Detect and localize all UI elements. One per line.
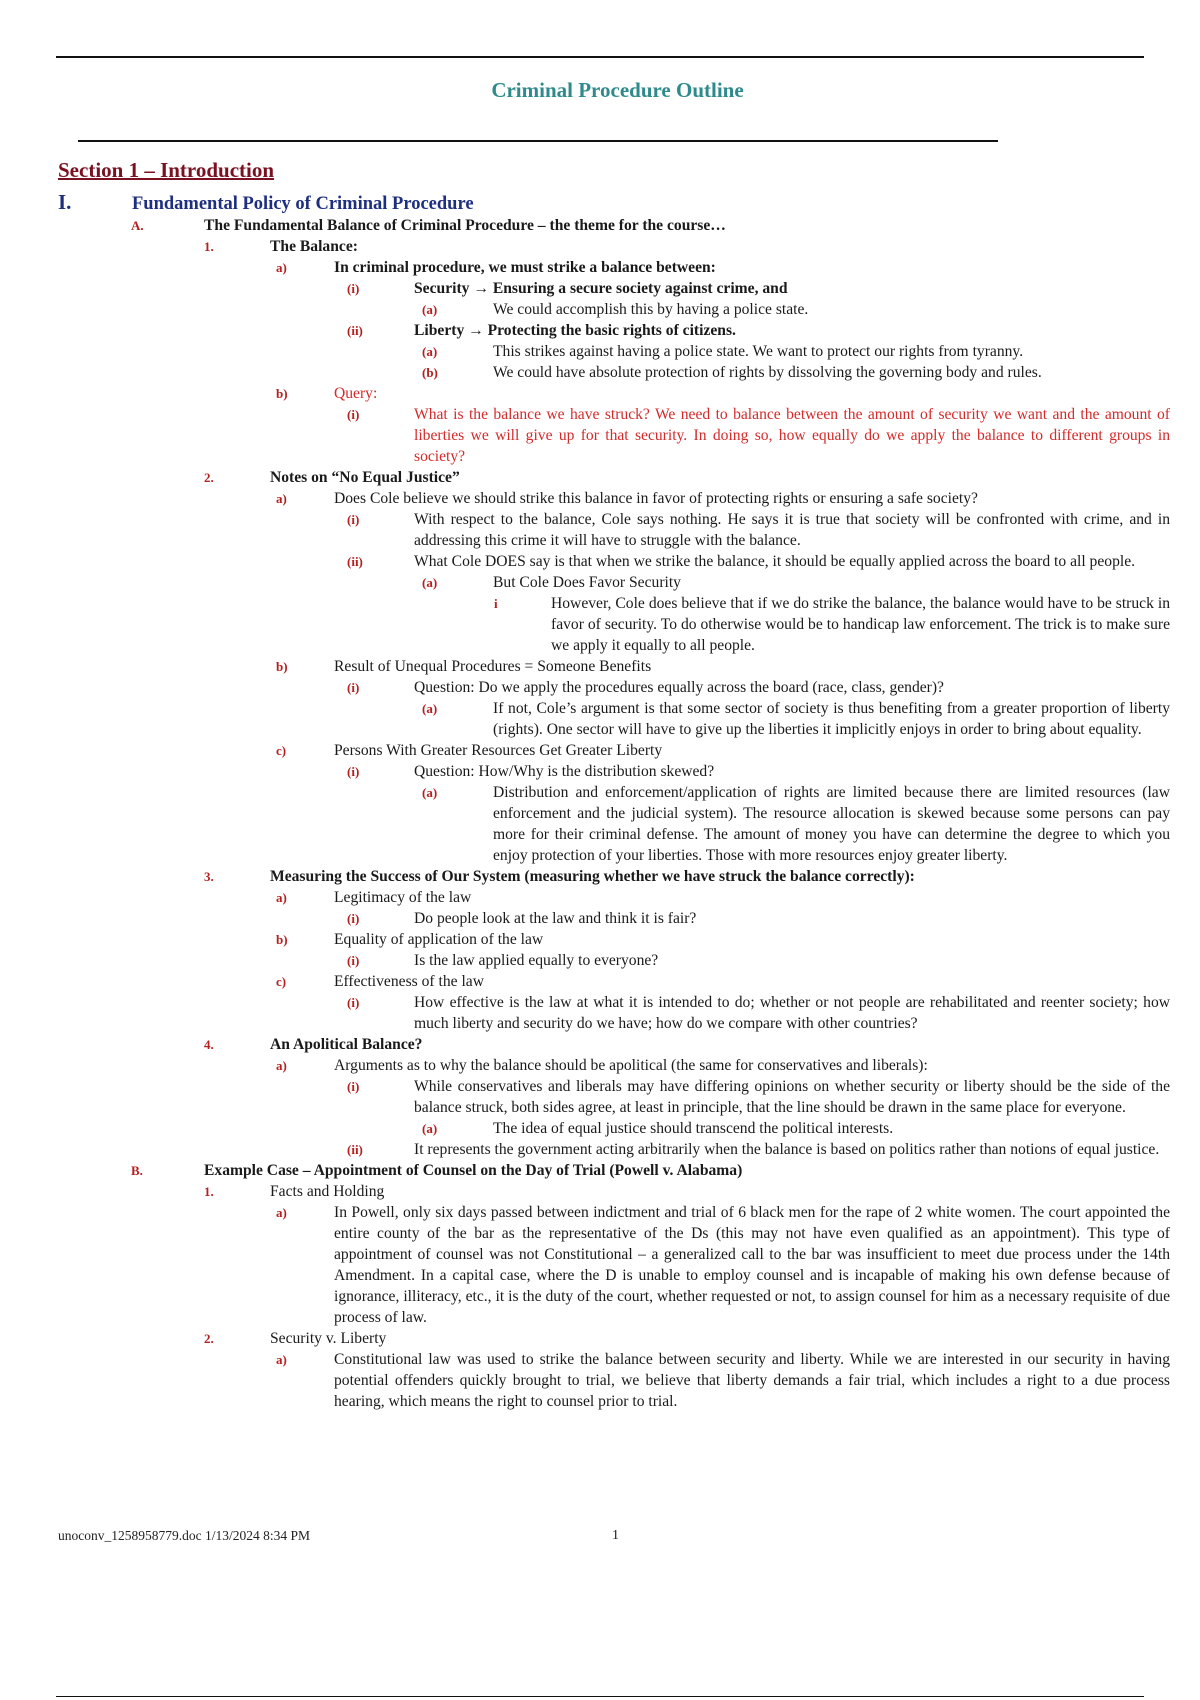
outline-item	[0, 572, 1200, 593]
outline-text: Liberty → Protecting the basic rights of citizens.	[414, 322, 736, 339]
outline-item	[0, 278, 1200, 299]
outline-marker: a)	[276, 890, 287, 905]
outline-marker: a)	[276, 491, 287, 506]
file-footer: unoconv_1258958779.doc 1/13/2024 8:34 PM	[58, 1528, 310, 1543]
outline-marker: (i)	[347, 407, 360, 422]
outline-item	[0, 656, 1200, 677]
outline-marker: B.	[131, 1163, 143, 1178]
outline-text: Notes on “No Equal Justice”	[270, 469, 460, 486]
outline-marker: (ii)	[347, 1142, 363, 1157]
outline-item	[0, 950, 1200, 971]
outline-item	[0, 1055, 1200, 1076]
outline-item	[0, 1076, 1200, 1118]
outline-text: Do people look at the law and think it is fair?	[414, 910, 697, 927]
outline-text: Security → Ensuring a secure society against crime, and	[414, 280, 788, 297]
outline-marker: (i)	[347, 911, 360, 926]
outline-item	[0, 362, 1200, 383]
outline-marker: I.	[58, 190, 72, 214]
document-title: Criminal Procedure Outline	[491, 78, 744, 102]
outline-text: Query:	[334, 385, 378, 402]
outline-item	[0, 887, 1200, 908]
outline-text: Does Cole believe we should strike this balance in favor of protecting rights or ensuring a safe society?	[334, 490, 978, 507]
outline-item	[0, 593, 1200, 656]
outline-text: Equality of application of the law	[334, 931, 544, 948]
outline-text: With respect to the balance, Cole says nothing. He says it is true that society will be confronted with crime, and in addressing this crime it will have to struggle with the balance.	[414, 511, 1170, 549]
outline-text: If not, Cole’s argument is that some sector of society is thus benefiting from a greater proportion of liberty (rights). One sector will have to give up the liberties it implicitly enjoys in order to bring about equality.	[493, 700, 1170, 738]
outline-marker: b)	[276, 659, 288, 674]
outline-marker: c)	[276, 743, 287, 758]
outline-text: Fundamental Policy of Criminal Procedure	[132, 194, 474, 214]
outline-marker: (a)	[422, 302, 438, 317]
outline-text: We could have absolute protection of rights by dissolving the governing body and rules.	[493, 364, 1042, 381]
outline-marker: (a)	[422, 701, 438, 716]
page-number: 1	[612, 1528, 619, 1543]
outline-item	[0, 509, 1200, 551]
outline-item	[0, 320, 1200, 341]
outline-text: Persons With Greater Resources Get Greater Liberty	[334, 742, 663, 759]
outline-item	[0, 299, 1200, 320]
outline-text: Is the law applied equally to everyone?	[414, 952, 659, 969]
outline-marker: (i)	[347, 764, 360, 779]
top-rule	[56, 56, 1144, 58]
outline-marker: i	[494, 596, 498, 611]
outline-marker: (i)	[347, 995, 360, 1010]
outline-text: However, Cole does believe that if we do strike the balance, the balance would have to be struck in favor of security. To do otherwise would be to handicap law enforcement. The trick is to make sure we apply it equally to all people.	[551, 595, 1170, 654]
outline-marker: b)	[276, 932, 288, 947]
outline-text: Result of Unequal Procedures = Someone Benefits	[334, 658, 652, 675]
outline-marker: 2.	[204, 1331, 214, 1346]
outline-item	[0, 908, 1200, 929]
outline-text: The Balance:	[270, 238, 358, 255]
outline-text: The idea of equal justice should transcend the political interests.	[493, 1120, 894, 1137]
outline-marker: (i)	[347, 1079, 360, 1094]
outline-marker: (i)	[347, 953, 360, 968]
outline-marker: a)	[276, 1205, 287, 1220]
outline-text: Facts and Holding	[270, 1183, 385, 1200]
outline-marker: a)	[276, 1352, 287, 1367]
outline-item	[0, 383, 1200, 404]
outline-item	[0, 1139, 1200, 1160]
outline-item	[0, 677, 1200, 698]
outline-text: Legitimacy of the law	[334, 889, 472, 906]
outline-marker: a)	[276, 260, 287, 275]
outline-marker: (b)	[422, 365, 438, 380]
outline-marker: (ii)	[347, 323, 363, 338]
outline-item	[0, 551, 1200, 572]
outline-marker: (i)	[347, 680, 360, 695]
outline-item	[0, 341, 1200, 362]
outline-item	[0, 1181, 1200, 1202]
outline-marker: (a)	[422, 575, 438, 590]
outline-marker: 4.	[204, 1037, 214, 1052]
outline-marker: 3.	[204, 869, 214, 884]
outline-text: It represents the government acting arbitrarily when the balance is based on politics rather than notions of equal justice.	[414, 1141, 1160, 1158]
outline-item	[0, 971, 1200, 992]
outline-item	[0, 1349, 1200, 1412]
bottom-rule	[56, 1696, 1144, 1697]
outline-marker: a)	[276, 1058, 287, 1073]
outline-text: Example Case – Appointment of Counsel on the Day of Trial (Powell v. Alabama)	[204, 1162, 743, 1179]
title-underline-rule	[78, 140, 998, 142]
outline-marker: b)	[276, 386, 288, 401]
outline-item	[0, 929, 1200, 950]
outline-marker: 1.	[204, 1184, 214, 1199]
outline-text: In Powell, only six days passed between indictment and trial of 6 black men for the rape of 2 white women. The court appointed the entire county of the bar as the representative of the Ds (this may not have even qualified as an appointment). This type of appointment of counsel was not Constitutional – a generalized call to the bar was insufficient to meet due process under the 14th Amendment. In a capital case, where the D is unable to employ counsel and is incapable of making his own defense because of ignorance, illiteracy, etc., it is the duty of the court, whether requested or not, to assign counsel for him as a necessary requisite of due process of law.	[334, 1204, 1170, 1326]
outline-text: While conservatives and liberals may have differing opinions on whether security or liberty should be the side of the balance struck, both sides agree, at least in principle, that the line should be drawn in the same place for everyone.	[414, 1078, 1170, 1116]
outline-marker: (a)	[422, 785, 438, 800]
outline-item	[0, 1202, 1200, 1328]
outline-item	[0, 992, 1200, 1034]
outline-text: Measuring the Success of Our System (measuring whether we have struck the balance correctly):	[270, 868, 915, 885]
outline-text: We could accomplish this by having a police state.	[493, 301, 809, 318]
outline-text: This strikes against having a police state. We want to protect our rights from tyranny.	[493, 343, 1024, 360]
outline-item	[0, 467, 1200, 488]
outline-text: Constitutional law was used to strike the balance between security and liberty. While we are interested in our security in having potential offenders quickly brought to trial, we believe that liberty demands a fair trial, which includes a right to a due process hearing, which means the right to counsel prior to trial.	[334, 1351, 1170, 1410]
outline-text: Arguments as to why the balance should be apolitical (the same for conservatives and liberals):	[334, 1057, 928, 1074]
outline-item	[0, 190, 1200, 215]
outline-marker: (ii)	[347, 554, 363, 569]
outline-item	[0, 215, 1200, 236]
outline-text: Effectiveness of the law	[334, 973, 484, 990]
outline-marker: (i)	[347, 281, 360, 296]
outline-text: Question: How/Why is the distribution skewed?	[414, 763, 715, 780]
outline-marker: (i)	[347, 512, 360, 527]
outline-item	[0, 236, 1200, 257]
outline-text: Question: Do we apply the procedures equally across the board (race, class, gender)?	[414, 679, 944, 696]
outline-item	[0, 761, 1200, 782]
outline-item	[0, 740, 1200, 761]
outline-item	[0, 1118, 1200, 1139]
outline-item	[0, 782, 1200, 866]
outline-body	[0, 190, 1200, 1412]
outline-marker: c)	[276, 974, 287, 989]
outline-item	[0, 866, 1200, 887]
outline-marker: 1.	[204, 239, 214, 254]
outline-marker: (a)	[422, 344, 438, 359]
outline-item	[0, 404, 1200, 467]
outline-item	[0, 698, 1200, 740]
outline-item	[0, 1160, 1200, 1181]
outline-item	[0, 1328, 1200, 1349]
outline-text: Distribution and enforcement/application of rights are limited because there are limited resources (law enforcement and the judicial system). The resource allocation is skewed because some persons can pay more for their criminal defense. The amount of money you have can determine the degree to which you enjoy protection of your liberties. Those with more resources enjoy greater liberty.	[493, 784, 1170, 864]
outline-item	[0, 488, 1200, 509]
outline-text: How effective is the law at what it is intended to do; whether or not people are rehabilitated and reenter society; how much liberty and security do we have; how do we compare with other countries?	[414, 994, 1170, 1032]
outline-text: The Fundamental Balance of Criminal Procedure – the theme for the course…	[204, 217, 726, 234]
section-heading: Section 1 – Introduction	[58, 158, 275, 182]
outline-item	[0, 257, 1200, 278]
outline-marker: 2.	[204, 470, 214, 485]
outline-text: In criminal procedure, we must strike a balance between:	[334, 259, 716, 276]
outline-text: But Cole Does Favor Security	[493, 574, 681, 591]
outline-marker: A.	[131, 218, 144, 233]
outline-text: What Cole DOES say is that when we strike the balance, it should be equally applied across the board to all people.	[414, 553, 1136, 570]
outline-text: What is the balance we have struck? We need to balance between the amount of security we want and the amount of liberties we will give up for that security. In doing so, how equally do we apply the balance to different groups in society?	[414, 406, 1170, 465]
outline-text: Security v. Liberty	[270, 1330, 387, 1347]
outline-marker: (a)	[422, 1121, 438, 1136]
outline-item	[0, 1034, 1200, 1055]
outline-text: An Apolitical Balance?	[270, 1036, 423, 1053]
